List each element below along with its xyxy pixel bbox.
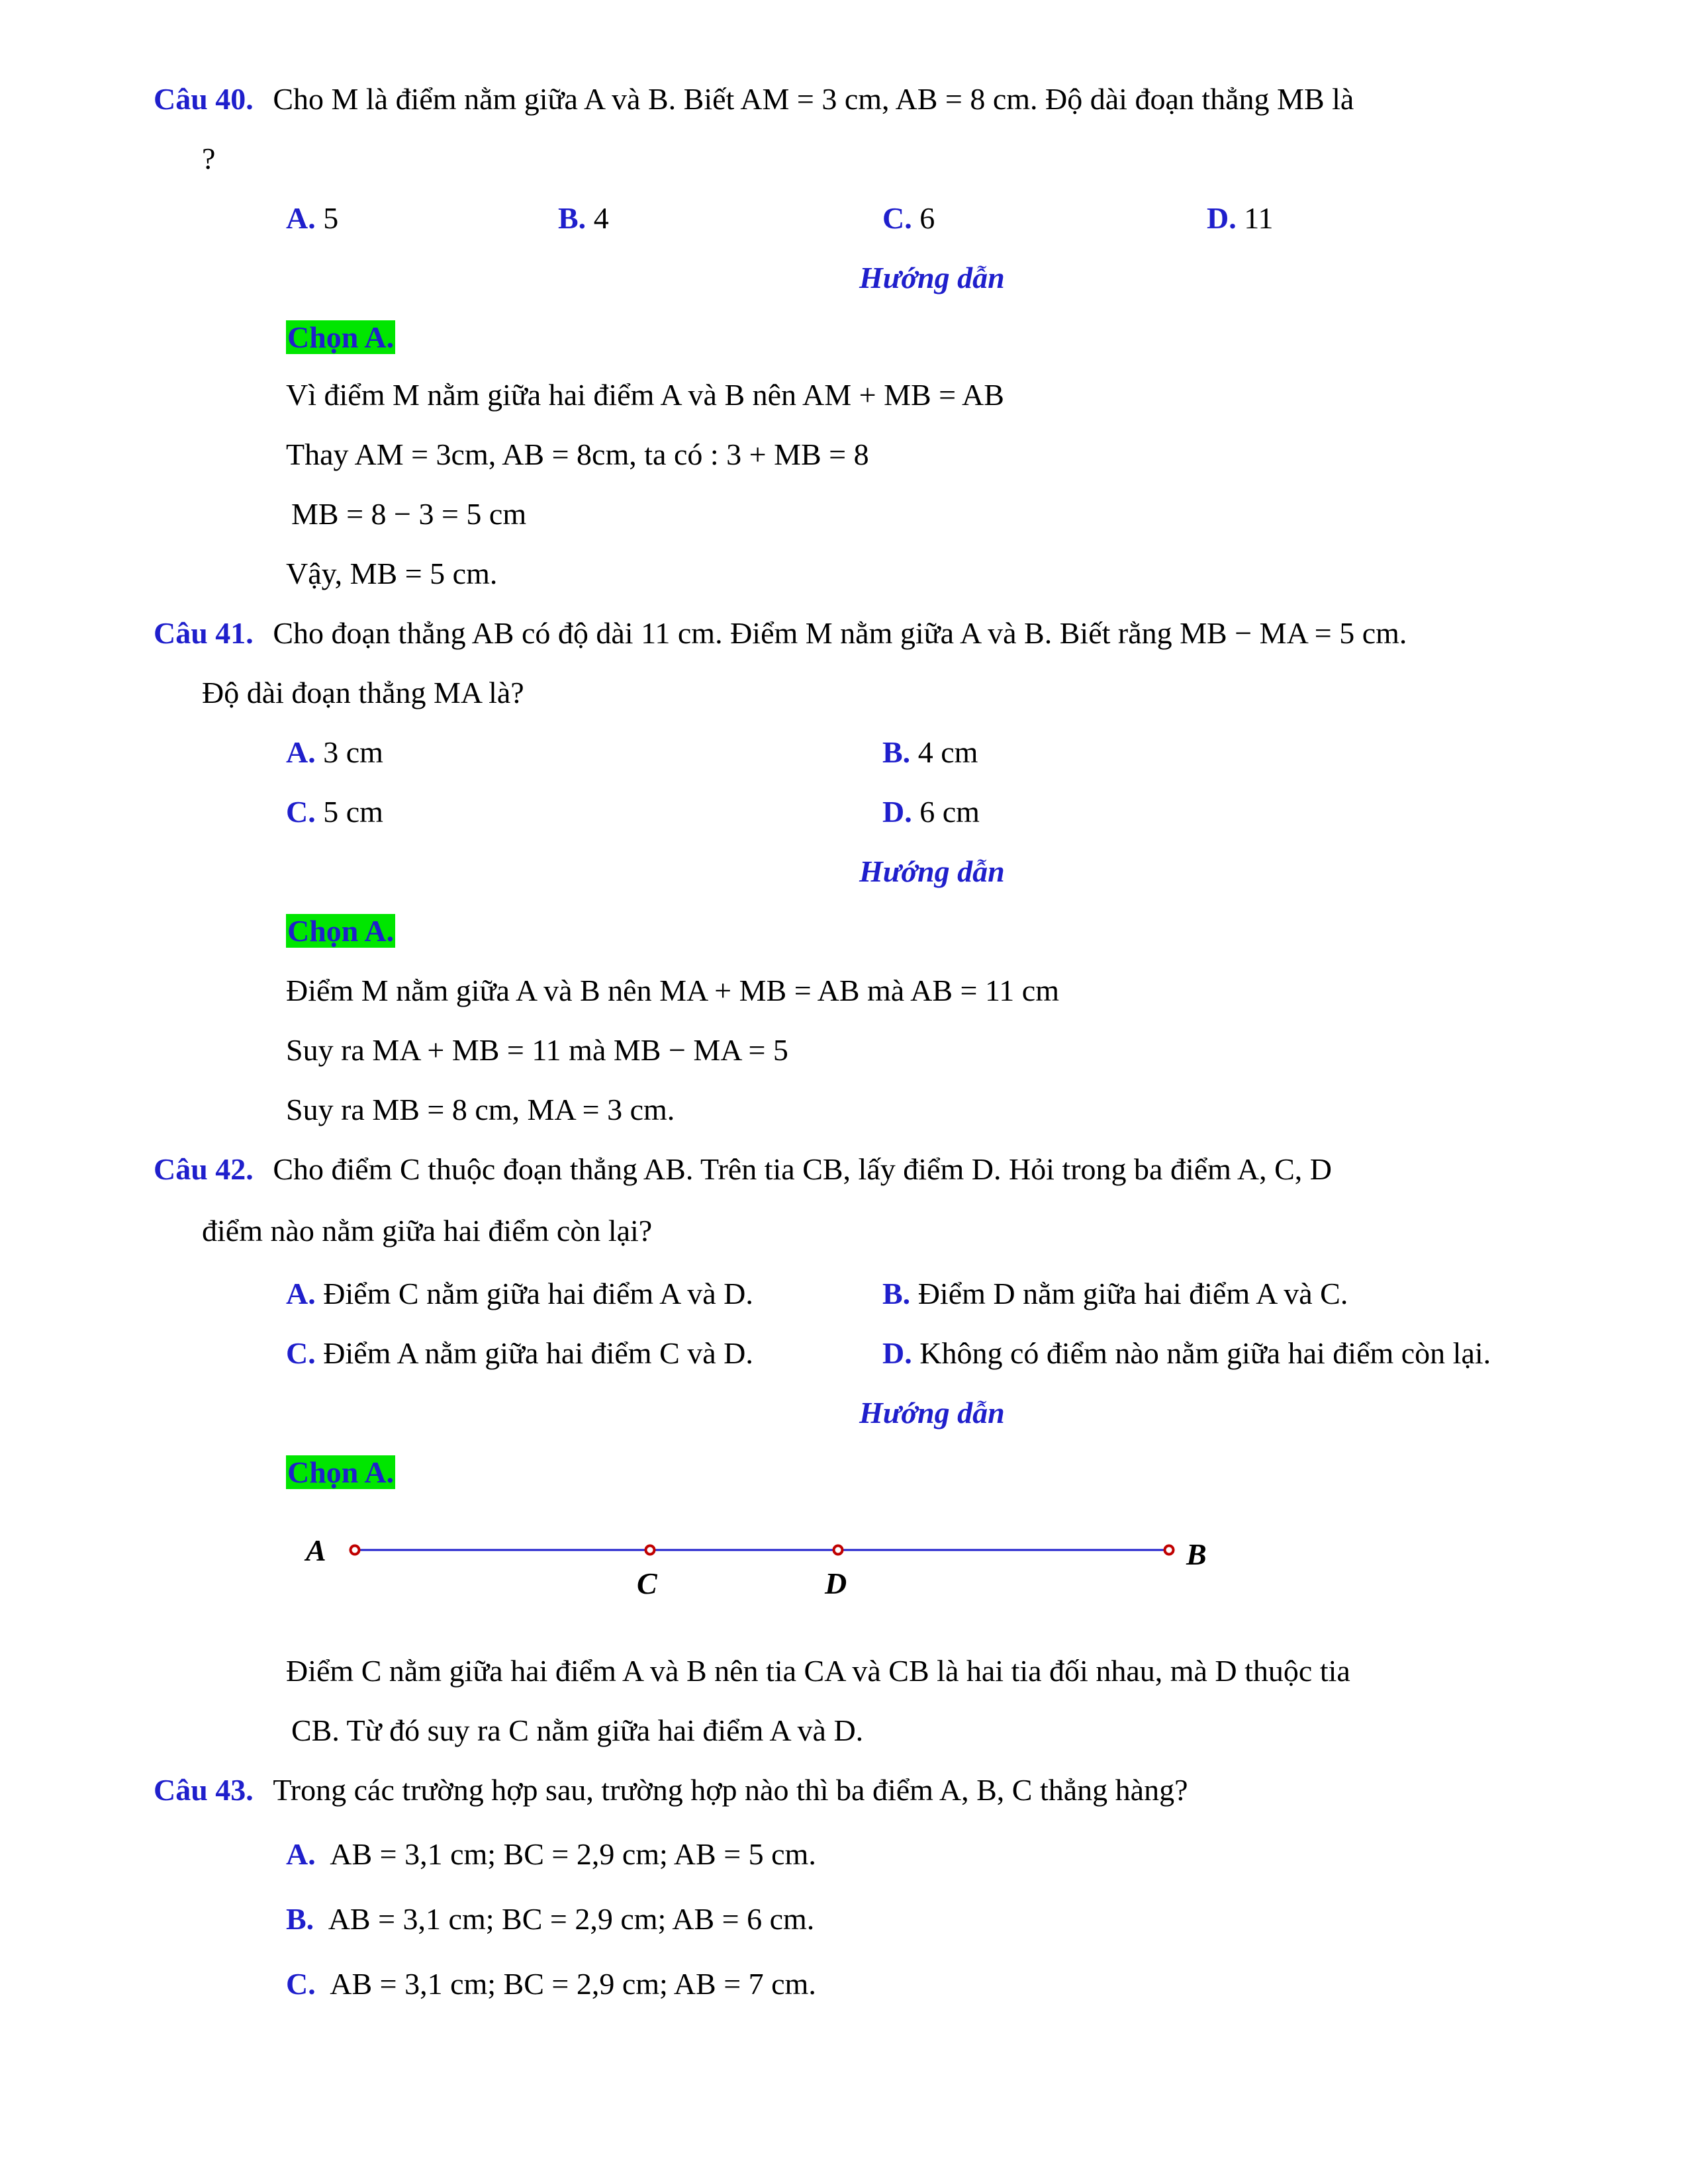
q42-stem-text: Cho điểm C thuộc đoạn thẳng AB. Trên tia CB, lấy điểm D. Hỏi trong ba điểm A, C, D	[273, 1152, 1333, 1186]
q41-option-b-letter: B.	[882, 735, 911, 769]
q40-option-d-text: 11	[1244, 201, 1274, 235]
q41-option-d-letter: D.	[882, 795, 912, 829]
q40-option-c-letter: C.	[882, 201, 912, 235]
q40-solution-line: MB = 8 − 3 = 5 cm	[291, 497, 527, 531]
q42-option-b	[882, 1274, 1348, 1314]
q42-option-c-text: Điểm A nằm giữa hai điểm C và D.	[323, 1336, 753, 1370]
segment-figure	[291, 1522, 1231, 1621]
q43-option-b-text: AB = 3,1 cm; BC = 2,9 cm; AB = 6 cm.	[328, 1902, 815, 1936]
q40-stem-text: Cho M là điểm nằm giữa A và B. Biết AM = 3 cm, AB = 8 cm. Độ dài đoạn thẳng MB là	[273, 82, 1354, 116]
q42-option-d	[882, 1334, 1491, 1373]
q43-option-a	[286, 1835, 816, 1874]
q40-option-c	[882, 199, 935, 238]
q40-option-b	[558, 199, 609, 238]
q42-stem	[154, 1150, 1332, 1189]
q40-answer-badge: Chọn A.	[287, 320, 395, 354]
q40-option-c-text: 6	[919, 201, 935, 235]
point-a-marker	[351, 1546, 359, 1555]
q41-solution-line: Suy ra MB = 8 cm, MA = 3 cm.	[286, 1093, 675, 1126]
q41-stem-cont: Độ dài đoạn thẳng MA là?	[202, 676, 524, 709]
q42-solution-line: Điểm C nằm giữa hai điểm A và B nên tia CA và CB là hai tia đối nhau, mà D thuộc tia	[286, 1654, 1350, 1688]
q40-option-b-letter: B.	[558, 201, 586, 235]
q42-option-b-text: Điểm D nằm giữa hai điểm A và C.	[917, 1277, 1348, 1310]
q42-option-c	[286, 1334, 753, 1373]
q41-option-d	[882, 792, 980, 832]
q40-solution-line: Vậy, MB = 5 cm.	[286, 557, 498, 590]
q43-option-b-letter: B.	[286, 1902, 314, 1936]
q43-option-c-letter: C.	[286, 1967, 316, 2001]
q41-option-a-text: 3 cm	[323, 735, 383, 769]
q40-answer	[286, 318, 395, 357]
q42-stem-cont: điểm nào nằm giữa hai điểm còn lại?	[202, 1214, 653, 1248]
q40-stem-cont: ?	[202, 142, 216, 175]
q41-answer	[286, 911, 395, 951]
q42-option-b-letter: B.	[882, 1277, 911, 1310]
q42-answer-badge: Chọn A.	[287, 1455, 395, 1489]
q43-label: Câu 43.	[154, 1773, 254, 1807]
q41-stem	[154, 614, 1407, 653]
q43-option-a-letter: A.	[286, 1837, 316, 1871]
q40-solution-line: Thay AM = 3cm, AB = 8cm, ta có : 3 + MB = 8	[286, 437, 869, 471]
q41-option-a-letter: A.	[286, 735, 316, 769]
point-d-label: D	[825, 1567, 847, 1600]
q41-answer-badge: Chọn A.	[287, 914, 395, 948]
q40-option-a-text: 5	[323, 201, 339, 235]
q41-option-a	[286, 733, 383, 772]
q40-label: Câu 40.	[154, 82, 254, 116]
q41-solution-line: Điểm M nằm giữa A và B nên MA + MB = AB mà AB = 11 cm	[286, 974, 1059, 1007]
q42-option-a-letter: A.	[286, 1277, 316, 1310]
q42-option-d-text: Không có điểm nào nằm giữa hai điểm còn lại.	[919, 1336, 1491, 1370]
q40-option-d-letter: D.	[1207, 201, 1237, 235]
q41-option-b-text: 4 cm	[917, 735, 978, 769]
point-a-label: A	[306, 1533, 326, 1567]
q41-option-b	[882, 733, 978, 772]
q43-stem-text: Trong các trường hợp sau, trường hợp nào thì ba điểm A, B, C thẳng hàng?	[273, 1773, 1188, 1807]
q42-answer	[286, 1453, 395, 1492]
q42-option-d-letter: D.	[882, 1336, 912, 1370]
q43-option-c	[286, 1964, 816, 2004]
q42-option-a	[286, 1274, 753, 1314]
q40-guide-heading: Hướng dẫn	[859, 261, 1005, 295]
q41-stem-text: Cho đoạn thẳng AB có độ dài 11 cm. Điểm M nằm giữa A và B. Biết rằng MB − MA = 5 cm.	[273, 616, 1407, 650]
q43-option-c-text: AB = 3,1 cm; BC = 2,9 cm; AB = 7 cm.	[330, 1967, 816, 2001]
q41-option-c	[286, 792, 383, 832]
q42-option-a-text: Điểm C nằm giữa hai điểm A và D.	[323, 1277, 753, 1310]
point-d-marker	[834, 1546, 843, 1555]
q42-label: Câu 42.	[154, 1152, 254, 1186]
q41-option-c-text: 5 cm	[323, 795, 383, 829]
q40-stem	[154, 79, 1354, 119]
q43-option-a-text: AB = 3,1 cm; BC = 2,9 cm; AB = 5 cm.	[330, 1837, 816, 1871]
q41-guide-heading: Hướng dẫn	[859, 854, 1005, 888]
q42-guide-heading: Hướng dẫn	[859, 1396, 1005, 1430]
q42-solution-line: CB. Từ đó suy ra C nằm giữa hai điểm A và D.	[291, 1713, 864, 1747]
q41-option-c-letter: C.	[286, 795, 316, 829]
point-b-marker	[1165, 1546, 1174, 1555]
point-c-marker	[646, 1546, 655, 1555]
q40-solution-line: Vì điểm M nằm giữa hai điểm A và B nên AM + MB = AB	[286, 378, 1004, 412]
q40-option-d	[1207, 199, 1274, 238]
point-b-label: B	[1186, 1537, 1207, 1571]
point-c-label: C	[637, 1567, 657, 1600]
q40-option-a-letter: A.	[286, 201, 316, 235]
q40-option-a	[286, 199, 338, 238]
q40-option-b-text: 4	[593, 201, 609, 235]
q41-label: Câu 41.	[154, 616, 254, 650]
q43-option-b	[286, 1899, 814, 1939]
q43-stem	[154, 1770, 1188, 1810]
q42-option-c-letter: C.	[286, 1336, 316, 1370]
q41-option-d-text: 6 cm	[919, 795, 980, 829]
q41-solution-line: Suy ra MA + MB = 11 mà MB − MA = 5	[286, 1033, 788, 1067]
